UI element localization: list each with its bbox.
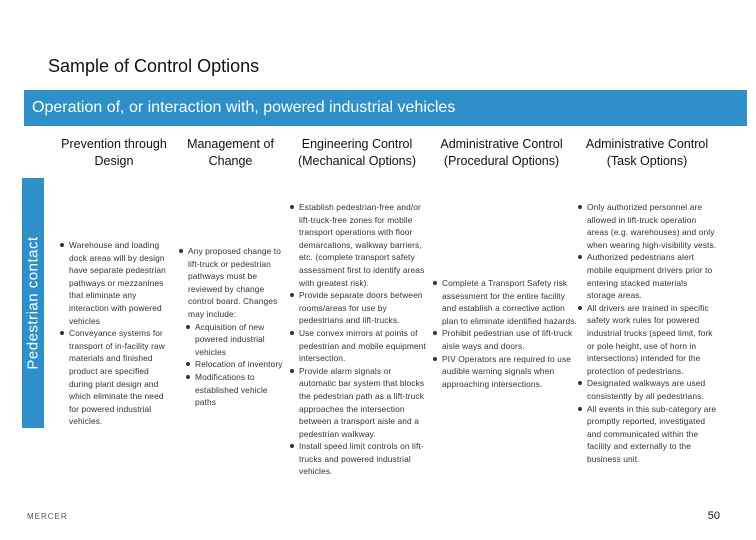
column-prevention [60,239,174,428]
heading-management: Management of Change [187,137,274,168]
sub-list-item: Acquisition of new powered industrial vehicles [179,321,285,359]
list-item: All drivers are trained in specific safety work rules for powered industrial trucks (speed limit, fork or pole height, use of horn in intersections) intended for the protection of pedestrians. [578,302,718,378]
list-item: Warehouse and loading dock areas will by design have separate pedestrian pathways or mezzanines that eliminate any interaction with powered vehicles [60,239,174,327]
heading-engineering: Engineering Control (Mechanical Options) [297,137,417,168]
heading-admin-procedural: Administrative Control (Procedural Options) [440,137,563,168]
column-management [179,245,285,409]
list-item: Conveyance systems for transport of in-facility raw materials and finished product are specified during plant design and which eliminate the need for powered industrial vehicles. [60,327,174,428]
column-admin-task [578,201,718,465]
list-item: Prohibit pedestrian use of lift-truck aisle ways and doors. [433,327,578,352]
sub-list-item: Modifications to established vehicle paths [179,371,285,409]
column-admin-procedural [433,277,578,390]
list-item: Establish pedestrian-free and/or lift-truck-free zones for mobile transport operations with floor demarcations, walkway barriers, etc. (complete transport safety assessment first to identify areas with greatest risk). [290,201,430,289]
page-number: 50 [707,510,720,522]
sub-list-item: Relocation of inventory [179,358,285,371]
list-item: PIV Operators are required to use audible warning signals when approaching intersections. [433,353,578,391]
list-item: All events in this sub-category are promptly reported, investigated and communicated within the facility and externally to the business unit. [578,403,718,466]
topic-banner: Operation of, or interaction with, powered industrial vehicles [24,90,747,126]
heading-prevention: Prevention through Design [61,137,167,168]
list-item: Any proposed change to lift-truck or pedestrian pathways must be reviewed by change control board. Changes may include: [179,245,285,321]
slide-title: Sample of Control Options [48,56,260,76]
heading-admin-task: Administrative Control (Task Options) [585,137,709,168]
row-label-text: Pedestrian contact [24,236,42,370]
list-item: Authorized pedestrians alert mobile equipment drivers prior to entering stacked materials storage areas. [578,251,718,301]
list-item: Install speed limit controls on lift-trucks and powered industrial vehicles. [290,440,430,478]
row-label [22,178,44,428]
column-engineering [290,201,430,478]
list-item: Only authorized personnel are allowed in lift-truck operation areas (e.g. warehouses) and only when wearing high-visibility vests. [578,201,718,251]
list-item: Complete a Transport Safety risk assessment for the entire facility and establish a corrective action plan to eliminate identified hazards. [433,277,578,327]
list-item: Use convex mirrors at points of pedestrian and mobile equipment intersection. [290,327,430,365]
list-item: Provide alarm signals or automatic bar system that blocks the pedestrian path as a lift-truck approaches the intersection between a transport aisle and a pedestrian walkway. [290,365,430,441]
list-item: Designated walkways are used consistently by all pedestrians. [578,377,718,402]
list-item: Provide separate doors between rooms/areas for use by pedestrians and lift-trucks. [290,289,430,327]
company-logo: MERCER [27,512,68,521]
